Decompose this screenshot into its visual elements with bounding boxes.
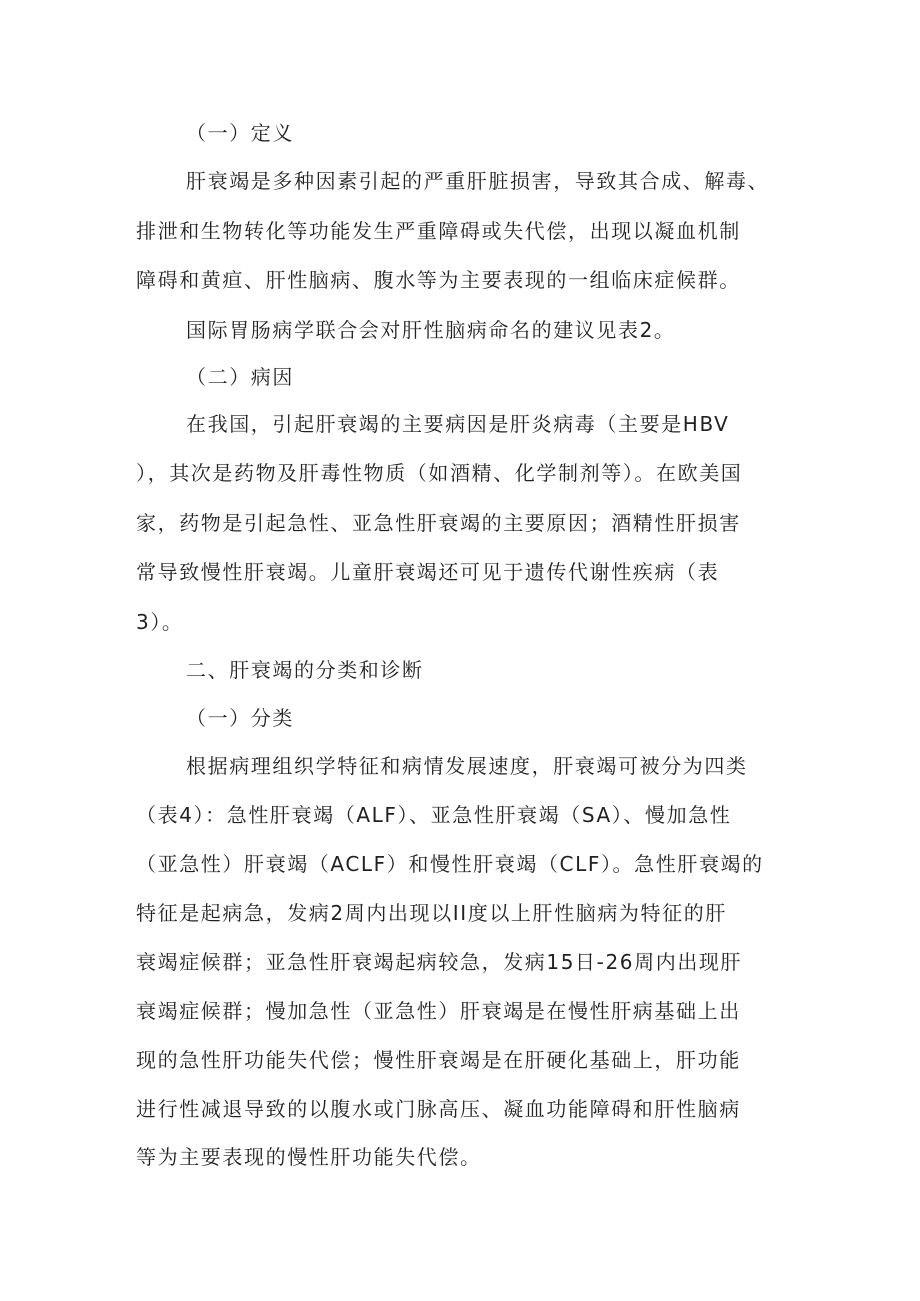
paragraph-line: （亚急性）肝衰竭（ACLF）和慢性肝衰竭（CLF）。急性肝衰竭的 <box>136 852 764 876</box>
paragraph-line: 进行性减退导致的以腹水或门脉高压、凝血功能障碍和肝性脑病 <box>136 1097 741 1121</box>
section-heading-causes: （二）病因 <box>186 365 294 389</box>
paragraph-line: 排泄和生物转化等功能发生严重障碍或失代偿，出现以凝血机制 <box>136 219 741 243</box>
paragraph-line: 国际胃肠病学联合会对肝性脑病命名的建议见表2。 <box>186 318 676 342</box>
paragraph-line: 常导致慢性肝衰竭。儿童肝衰竭还可见于遗传代谢性疾病（表 <box>136 560 720 584</box>
paragraph-line: 肝衰竭是多种因素引起的严重肝脏损害，导致其合成、解毒、 <box>186 169 770 193</box>
paragraph-line: 衰竭症候群；慢加急性（亚急性）肝衰竭是在慢性肝病基础上出 <box>136 999 741 1023</box>
paragraph-line: 现的急性肝功能失代偿；慢性肝衰竭是在肝硬化基础上，肝功能 <box>136 1048 741 1072</box>
section-heading-definition: （一）定义 <box>186 121 294 145</box>
paragraph-line: 家，药物是引起急性、亚急性肝衰竭的主要原因；酒精性肝损害 <box>136 511 741 535</box>
paragraph-line: 障碍和黄疸、肝性脑病、腹水等为主要表现的一组临床症候群。 <box>136 268 741 292</box>
paragraph-line: 特征是起病急，发病2周内出现以II度以上肝性脑病为特征的肝 <box>136 901 727 925</box>
paragraph-line: （表4）：急性肝衰竭（ALF）、亚急性肝衰竭（SA）、慢加急性 <box>136 803 732 827</box>
paragraph-line: ），其次是药物及肝毒性物质（如酒精、化学制剂等）。在欧美国 <box>136 461 743 485</box>
section-heading-classification: （一）分类 <box>186 706 294 730</box>
paragraph-line: 在我国，引起肝衰竭的主要病因是肝炎病毒（主要是HBV <box>186 412 730 436</box>
section-heading-classification-diagnosis: 二、肝衰竭的分类和诊断 <box>186 658 424 682</box>
paragraph-line: 衰竭症候群；亚急性肝衰竭起病较急，发病15日-26周内出现肝 <box>136 950 743 974</box>
paragraph-line: 3）。 <box>136 610 184 634</box>
paragraph-line: 等为主要表现的慢性肝功能失代偿。 <box>136 1145 482 1169</box>
paragraph-line: 根据病理组织学特征和病情发展速度，肝衰竭可被分为四类 <box>186 754 748 778</box>
